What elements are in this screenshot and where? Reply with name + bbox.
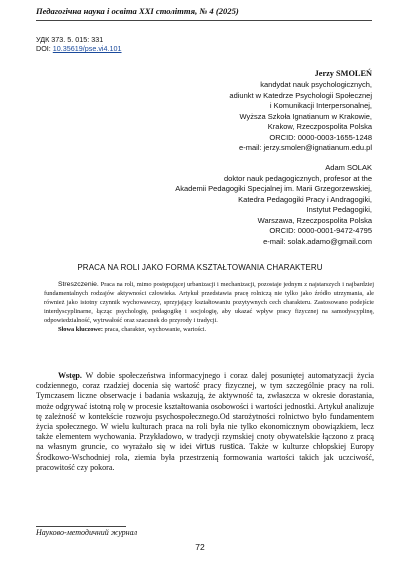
doi-link[interactable]: 10.35619/pse.vi4.101 [52,44,122,53]
author2-orcid: ORCID: 0000-0001-9472-4795 [269,226,372,235]
abstract [44,281,374,334]
author1-position: adiunkt w Katedrze Psychologii Społecznej [229,90,372,100]
author2-email[interactable]: e-mail: solak.adamo@gmail.com [263,236,372,246]
author1-school: Wyższa Szkoła Ignatianum w Krakowie, [239,111,372,121]
abstract-label: Streszczenie. [58,281,99,288]
body-paragraph-1-end: . Także w kulturze chłopskiej Europy Środkowo-Wschodniej rola, ziemia była przestrzenią formowania wartości takich jak uczciwość, pracowitość czy pokora. [36,442,374,472]
author2-city: Warszawa, Rzeczpospolita Polska [257,215,372,225]
author1-orcid: ORCID: 0000-0003-1655-1248 [269,132,372,142]
author2-inst: Instytut Pedagogiki, [306,205,372,214]
author1-dept: i Komunikacji Interpersonalnej, [269,101,372,110]
footer-journal: Науково-методичний журнал [36,528,138,537]
header-divider [36,20,372,21]
author1-name: Jerzy SMOLEŃ [314,69,372,78]
virtus-rustica-term: virtus rustica [195,442,244,452]
author1-email[interactable]: e-mail: jerzy.smolen@ignatianum.edu.pl [239,143,372,152]
doi-line [36,44,122,53]
abstract-text: Praca na roli, mimo postępującej urbanizacji i mechanizacji, pozostaje jednym z najstarszych i najbardziej fundamentalnych rodzajów aktywności człowieka. Artykuł przedstawia pracę rolniczą nie tylko jako źródło utrzymania, ale również jako istotny czynnik wychowawczy, sprzyjający kształtowaniu pozytywnych cech charakteru. Zastosowano podejście interdyscyplinarne, łącząc psychologię, pedagogikę i socjologię, aby ukazać wpływ pracy fizycznej na samodyscyplinę, odpowiedzialność, wytrwałość oraz szacunek do przyrody i tradycji. [44,281,374,324]
author1-city: Krakow, Rzeczpospolita Polska [267,122,372,131]
doi-label: DOI: [36,44,53,53]
author2-dept: Katedra Pedagogiki Pracy i Andragogiki, [238,194,372,204]
author2-name: Adam SOLAK [325,163,372,172]
keywords-label: Słowa kluczowe: [58,325,103,333]
page-number: 72 [195,542,205,552]
author2-degree: doktor nauk pedagogicznych, profesor at the [223,173,372,183]
paper-title: PRACA NA ROLI JAKO FORMA KSZTAŁTOWANIA CHARAKTERU [77,263,323,272]
intro-label: Wstęp. [58,371,82,380]
body-text [36,371,374,473]
keywords-text: praca, charakter, wychowanie, wartości. [102,325,207,333]
udc-code: УДК 373. 5. 015: 331 [36,35,104,44]
footer-divider [36,526,126,527]
journal-header: Педагогічна наука і освіта XXI століття, № 4 (2025) [36,6,239,16]
body-paragraph-1: W dobie społeczeństwa informacyjnego i coraz dalej posuniętej automatyzacji życia codziennego, coraz rzadziej docenia się wartość pracy fizycznej, w tym szczególnie pracy na roli. Tymczasem liczne obserwacje i badania wskazują, że aktywność ta, zwłaszcza w okresie dorastania, może odgrywać istotną rolę w procesie kształtowania osobowości i wartości jednostki. Artykuł analizuje tę zależność w kontekście rozwoju psychospołecznego.Od starożytności rolnictwo było fundamentem życia społecznego. W wielu kulturach praca na roli była nie tylko ekonomicznym obowiązkiem, lecz także elementem wychowania. Przykładowo, w tradycji rzymskiej cnoty obywatelskie łączono z pracą na własnym gruncie, co wyrażało się w idei [36,371,374,452]
author2-school: Akademii Pedagogiki Specjalnej im. Marii Grzegorzewskiej, [175,184,372,193]
author1-degree: kandydat nauk psychologicznych, [260,80,372,89]
